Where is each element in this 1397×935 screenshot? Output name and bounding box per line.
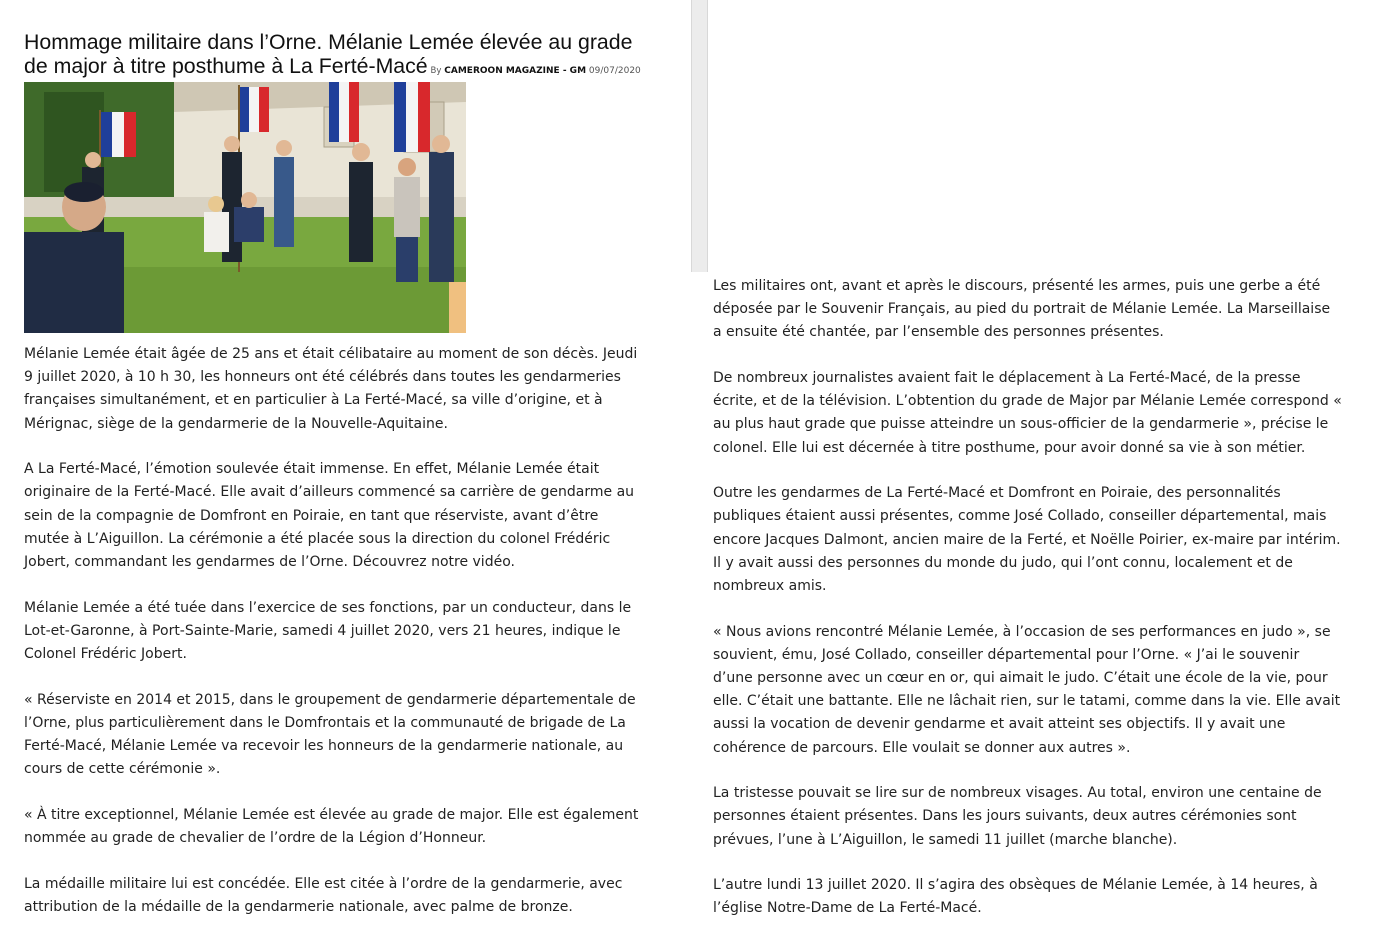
paragraph: De nombreux journalistes avaient fait le déplacement à La Ferté-Macé, de la presse écrite, et de la télévision. L’obtention du grade de Major par Mélanie Lemée correspond « au plus haut grade que puisse atteindre un sous-officier de la gendarmerie », précise le colonel. Elle lui est décernée à titre posthume, pour avoir donné sa vie à son métier. <box>713 370 1342 456</box>
paragraph: La tristesse pouvait se lire sur de nombreux visages. Au total, environ une centaine de personnes étaient présentes. Dans les jours suivants, deux autres cérémonies sont prévues, l’une à L’Aiguillon, le samedi 11 juillet (marche blanche). <box>713 785 1322 848</box>
paragraph: L’autre lundi 13 juillet 2020. Il s’agira des obsèques de Mélanie Lemée, à 14 heures, à l’église Notre-Dame de La Ferté-Macé. <box>713 877 1318 917</box>
paragraph: « À titre exceptionnel, Mélanie Lemée est élevée au grade de major. Elle est également nommée au grade de chevalier de l’ordre de la Légion d’Honneur. <box>24 806 639 847</box>
article-photo <box>24 82 466 333</box>
byline-date: 09/07/2020 <box>588 66 641 76</box>
paragraph: Mélanie Lemée a été tuée dans l’exercice de ses fonctions, par un conducteur, dans le Lot-et-Garonne, à Port-Sainte-Marie, samedi 4 juillet 2020, vers 21 heures, indique le Colonel Frédéric Jobert. <box>24 599 632 663</box>
byline-prefix: By <box>430 66 442 76</box>
paragraph: « Réserviste en 2014 et 2015, dans le groupement de gendarmerie départementale de l’Orne, plus particulièrement dans le Domfrontais et la communauté de brigade de La Ferté-Macé, Mélanie Lemée va recevoir les honneurs de la gendarmerie nationale, au cours de cette cérémonie ». <box>24 691 636 778</box>
byline-author[interactable]: CAMEROON MAGAZINE - GM <box>444 66 587 76</box>
paragraph: A La Ferté-Macé, l’émotion soulevée était immense. En effet, Mélanie Lemée était originaire de la Ferté-Macé. Elle avait d’ailleurs commencé sa carrière de gendarme au sein de la compagnie de Domfront en Poiraie, en tant que réserviste, avant d’être mutée à L’Aiguillon. La cérémonie a été placée sous la direction du colonel Frédéric Jobert, commandant les gendarmes de l’Orne. Découvrez notre vidéo. <box>24 461 635 571</box>
paragraph: Outre les gendarmes de La Ferté-Macé et Domfront en Poiraie, des personnalités publiques étaient aussi présentes, comme José Collado, conseiller départemental, mais encore Jacques Dalmont, ancien maire de la Ferté, et Noëlle Poirier, ex-maire par intérim. Il y avait aussi des personnes du monde du judo, qui l’ont connu, localement et de nombreux amis. <box>713 485 1341 595</box>
article-title-text: Hommage militaire dans l’Orne. Mélanie Lemée élevée au grade de major à titre posthume à La Ferté-Macé <box>24 30 633 78</box>
paragraph: « Nous avions rencontré Mélanie Lemée, à l’occasion de ses performances en judo », se souvient, ému, José Collado, conseiller départemental pour l’Orne. « J’ai le souvenir d’une personne avec un cœur en or, qui aimait le judo. C’était une école de la vie, pour elle. C’était une battante. Elle ne lâchait rien, sur le tatami, comme dans la vie. Elle avait aussi la vocation de devenir gendarme et avait atteint ses objectifs. Il y avait une cohérence de parcours. Elle voulait se donner aux autres ». <box>713 623 1341 756</box>
left-column <box>24 343 646 935</box>
article-header <box>24 30 649 83</box>
paragraph: Mélanie Lemée était âgée de 25 ans et était célibataire au moment de son décès. Jeudi 9 juillet 2020, à 10 h 30, les honneurs ont été célébrés dans toutes les gendarmeries françaises simultanément, et en particulier à La Ferté-Macé, sa ville d’origine, et à Mérignac, siège de la gendarmerie de la Nouvelle-Aquitaine. <box>24 346 638 432</box>
article-title <box>24 30 649 83</box>
ad-placeholder-bar <box>691 0 708 272</box>
paragraph: La médaille militaire lui est concédée. Elle est citée à l’ordre de la gendarmerie, avec attribution de la médaille de la gendarmerie nationale, avec palme de bronze. <box>24 875 623 915</box>
byline <box>428 66 641 76</box>
paragraph: Les militaires ont, avant et après le discours, présenté les armes, puis une gerbe a été déposée par le Souvenir Français, au pied du portrait de Mélanie Lemée. La Marseillaise a ensuite été chantée, par l’ensemble des personnes présentes. <box>713 278 1331 341</box>
right-column <box>713 275 1343 935</box>
